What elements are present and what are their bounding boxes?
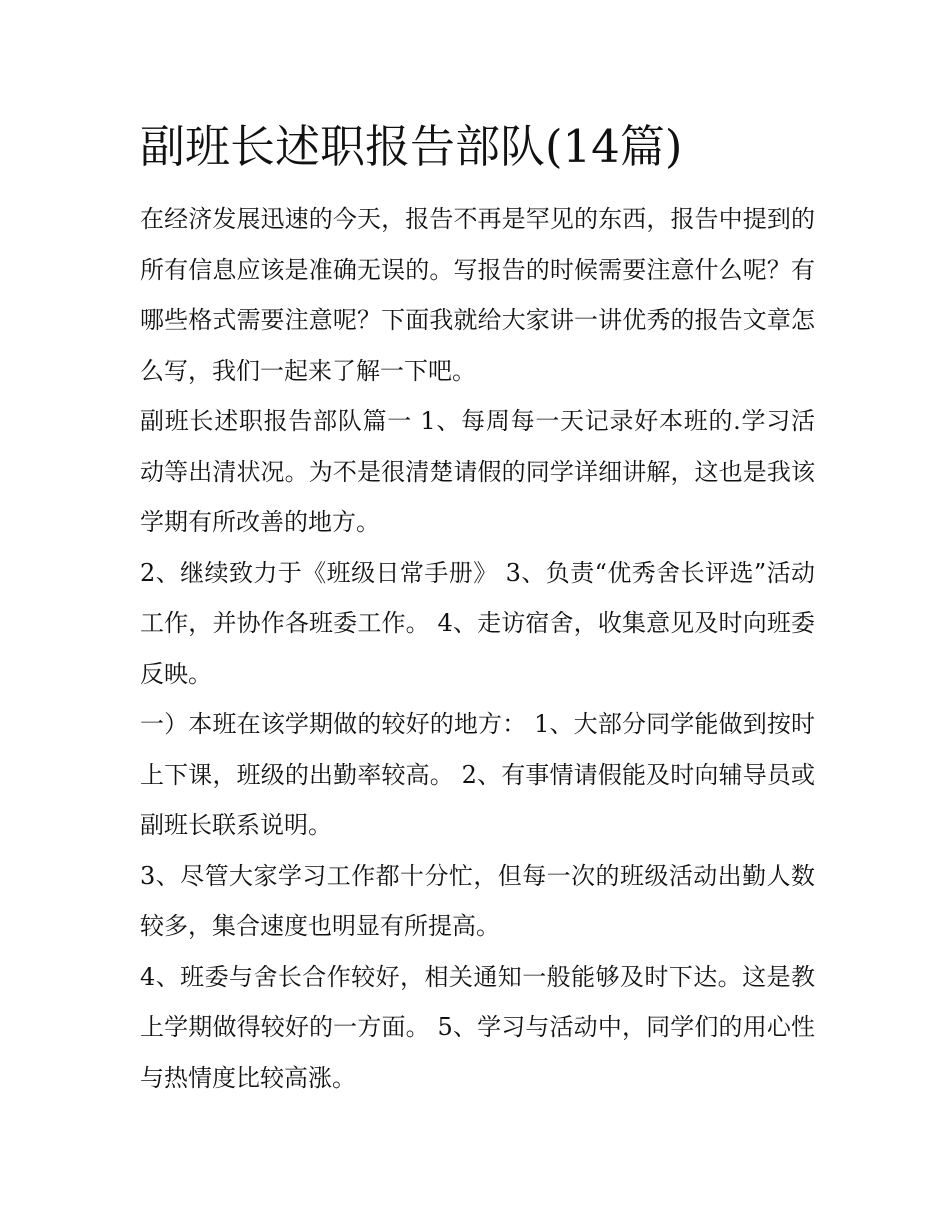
document-page <box>140 112 815 1103</box>
paragraph-items-2-4: 2、继续致力于《班级日常手册》 3、负责“优秀舍长评选”活动工作，并协作各班委工作。 4、走访宿舍，收集意见及时向班委反映。 <box>140 558 815 688</box>
paragraph-section-one: 副班长述职报告部队篇一 1、每周每一天记录好本班的.学习活动等出清状况。为不是很清楚请假的同学详细讲解，这也是我该学期有所改善的地方。 <box>140 407 815 536</box>
paragraph-points-4-5: 4、班委与舍长合作较好，相关通知一般能够及时下达。这是教上学期做得较好的一方面。 5、学习与活动中，同学们的用心性与热情度比较高涨。 <box>140 962 815 1092</box>
paragraph-intro: 在经济发展迅速的今天，报告不再是罕见的东西，报告中提到的所有信息应该是准确无误的。写报告的时候需要注意什么呢？有哪些格式需要注意呢？下面我就给大家讲一讲优秀的报告文章怎么写，我们一起来了解一下吧。 <box>140 205 815 385</box>
paragraph-point-3: 3、尽管大家学习工作都十分忙，但每一次的班级活动出勤人数较多，集合速度也明显有所提高。 <box>140 861 815 940</box>
document-title: 副班长述职报告部队(14篇) <box>140 120 683 173</box>
paragraph-good-points: 一）本班在该学期做的较好的地方： 1、大部分同学能做到按时上下课，班级的出勤率较高。 2、有事情请假能及时向辅导员或副班长联系说明。 <box>140 710 815 839</box>
